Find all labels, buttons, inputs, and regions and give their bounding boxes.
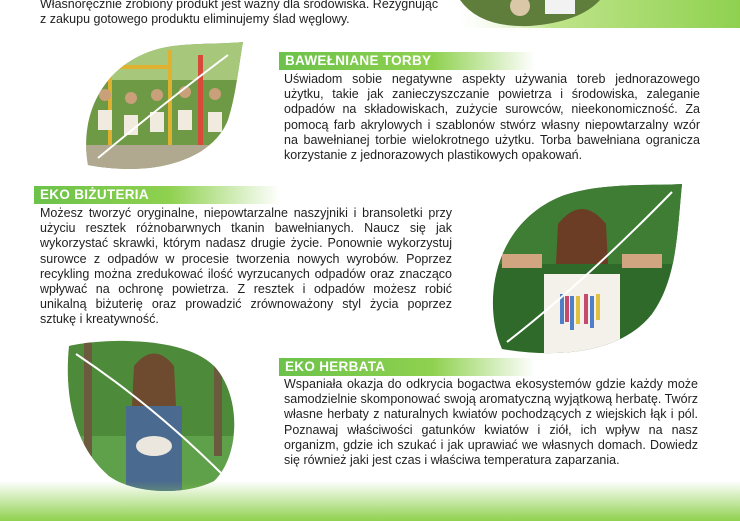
top-photo-fragment bbox=[450, 0, 740, 28]
intro-line-2: z zakupu gotowego produktu eliminujemy ślad węglowy. bbox=[40, 12, 350, 26]
intro-line-1: Własnoręcznie zrobiony produkt jest ważny dla środowiska. Rezygnując bbox=[40, 0, 439, 11]
section-title-jewelry: EKO BIŻUTERIA bbox=[34, 186, 280, 204]
section-text-bags: Uświadom sobie negatywne aspekty używania toreb jednorazowego użytku, takie jak zanieczyszczanie powietrza i środowiska, zaleganie odpadów na składowiskach, zużycie surowców, nieekonomiczność. Za pomocą farb akrylowych i szablonów stwórz własny niepowtarzalny wzór na bawełnianej torbie wielokrotnego użytku. Torba bawełniana ogranicza korzystanie z jednorazowych plastikowych opakowań. bbox=[284, 72, 700, 163]
bottom-green-gradient bbox=[0, 481, 740, 521]
section-title-bags: BAWEŁNIANE TORBY bbox=[279, 52, 535, 70]
section-text-jewelry: Możesz tworzyć oryginalne, niepowtarzalne naszyjniki i bransoletki przy użyciu resztek różnobarwnych tkanin bawełnianych. Naucz się jak wykorzystać skrawki, którym nadasz drugie życie. Ponownie wykorzystuj surowce z odpadów w procesie tworzenia nowych wyrobów. Poprzez recykling można zredukować ilość wyrzucanych odpadów oraz znacząco wpływać na ochronę powietrza. Z resztek i odpadów możesz robić unikalną biżuterię oraz prowadzić zrównoważony styl życia poprzez sztukę i kreatywność. bbox=[40, 206, 452, 327]
leaf-photo-jewelry bbox=[472, 184, 687, 354]
leaf-photo-bags bbox=[78, 40, 248, 175]
section-text-tea: Wspaniała okazja do odkrycia bogactwa ekosystemów gdzie każdy może samodzielnie skomponować swoją aromatyczną wyjątkową herbatę. Twórz własne herbaty z naturalnych kwiatów pochodzących z wiejskich łąk i pól. Poznawaj właściwości gatunków kwiatów i ziół, ich wpływ na nasz organizm, gdzie ich szukać i jak uprawiać we własnych domach. Dowiedz się również jaki jest czas i właściwa temperatura zaparzania. bbox=[284, 377, 698, 468]
leaf-photo-tea bbox=[64, 336, 240, 496]
section-title-tea: EKO HERBATA bbox=[279, 358, 535, 376]
